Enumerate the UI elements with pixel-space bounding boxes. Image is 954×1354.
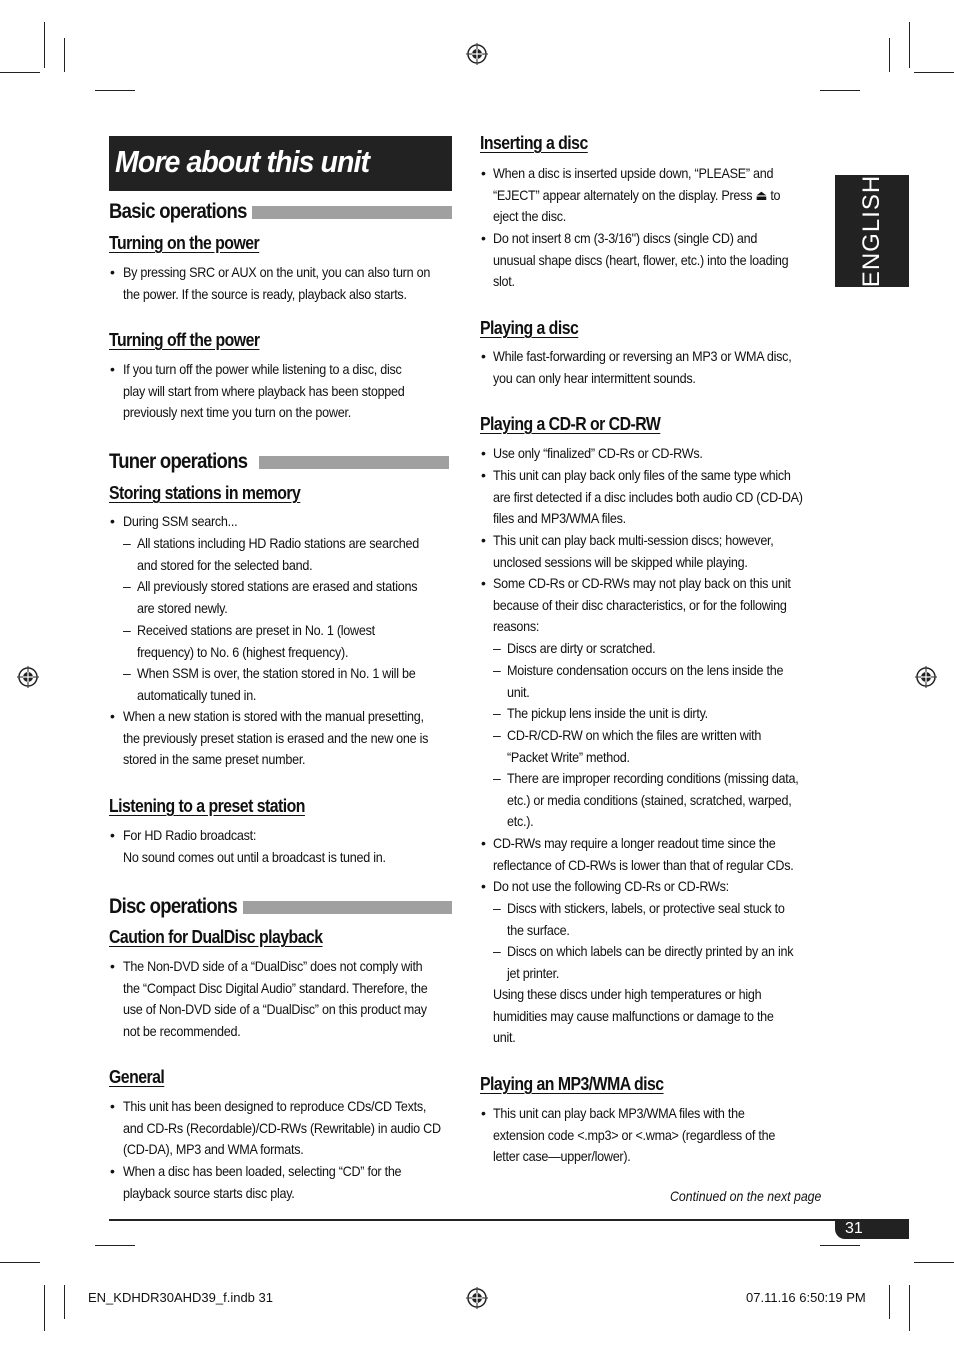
dash: –	[493, 770, 501, 786]
continued-note: Continued on the next page	[670, 1188, 822, 1204]
paragraph: When a new station is stored with the manual presetting, the previously preset station is erased and the new one is stored in the same preset number.	[123, 708, 429, 768]
page-number: 31	[845, 1220, 863, 1237]
crop-mark	[44, 22, 45, 68]
paragraph: All previously stored stations are erased and stations are stored newly.	[137, 578, 418, 616]
bullet: •	[481, 1105, 486, 1121]
crop-mark	[44, 1285, 45, 1331]
subheading-storing: Storing stations in memory	[109, 483, 301, 503]
language-tab	[835, 175, 909, 287]
paragraph: When a disc has been loaded, selecting “CD” for the playback source starts disc play.	[123, 1163, 402, 1201]
paragraph: All stations including HD Radio stations are searched and stored for the selected band.	[137, 535, 419, 573]
dash: –	[493, 662, 501, 678]
footer-timestamp: 07.11.16 6:50:19 PM	[746, 1290, 866, 1305]
bullet: •	[481, 467, 486, 483]
dash: –	[123, 535, 131, 551]
heading-bar	[252, 206, 452, 219]
section-heading-basic: Basic operations	[109, 199, 452, 225]
crop-mark	[820, 1245, 860, 1246]
bullet: •	[110, 1163, 115, 1179]
section-heading-tuner: Tuner operations	[109, 449, 452, 475]
paragraph: Some CD-Rs or CD-RWs may not play back on this unit because of their disc characteristics, or for the following reasons:	[493, 575, 791, 635]
crop-mark	[914, 72, 954, 73]
subheading-listening: Listening to a preset station	[109, 796, 305, 816]
paragraph: CD-RWs may require a longer readout time since the reflectance of CD-RWs is lower than that of regular CDs.	[493, 835, 794, 873]
subheading-turning-on: Turning on the power	[109, 233, 260, 253]
paragraph: Using these discs under high temperatures or high humidities may cause malfunctions or damage to the unit.	[493, 986, 774, 1046]
subheading-turning-off: Turning off the power	[109, 330, 260, 350]
bullet: •	[481, 532, 486, 548]
dash: –	[493, 727, 501, 743]
paragraph: Do not insert 8 cm (3-3/16") discs (single CD) and unusual shape discs (heart, flower, etc.) into the loading slot.	[493, 230, 789, 290]
paragraph: Discs on which labels can be directly printed by an ink jet printer.	[507, 943, 794, 981]
registration-mark-icon	[17, 666, 39, 688]
crop-mark	[95, 90, 135, 91]
section-heading-disc: Disc operations	[109, 894, 452, 920]
language-tab-label: ENGLISH	[858, 174, 885, 288]
paragraph: Do not use the following CD-Rs or CD-RWs:	[493, 878, 729, 894]
paragraph: This unit can play back MP3/WMA files with the extension code <.mp3> or <.wma> (regardless of the letter case—upper/lower).	[493, 1105, 776, 1165]
bullet: •	[481, 445, 486, 461]
registration-mark-icon	[466, 43, 488, 65]
paragraph: By pressing SRC or AUX on the unit, you can also turn on the power. If the source is ready, playback also starts.	[123, 264, 431, 302]
page-number-box	[835, 1219, 909, 1239]
bullet: •	[481, 348, 486, 364]
bullet: •	[481, 835, 486, 851]
paragraph: This unit can play back only files of the same type which are first detected if a disc includes both audio CD (CD-DA) files and MP3/WMA files.	[493, 467, 803, 527]
bullet: •	[481, 230, 486, 246]
dash: –	[493, 640, 501, 656]
bullet: •	[110, 827, 115, 843]
paragraph: The pickup lens inside the unit is dirty.	[507, 705, 708, 721]
paragraph: Discs are dirty or scratched.	[507, 640, 656, 656]
paragraph: During SSM search...	[123, 513, 238, 529]
page-title-box	[109, 136, 452, 191]
bullet: •	[481, 878, 486, 894]
dash: –	[493, 900, 501, 916]
paragraph: Moisture condensation occurs on the lens inside the unit.	[507, 662, 784, 700]
bullet: •	[481, 165, 486, 181]
crop-mark	[95, 1245, 135, 1246]
bullet: •	[110, 708, 115, 724]
bullet: •	[110, 361, 115, 377]
paragraph: If you turn off the power while listening to a disc, disc play will start from where playback has been stopped previously next time you turn on the power.	[123, 361, 405, 421]
subheading-general: General	[109, 1067, 165, 1087]
crop-mark	[64, 38, 65, 72]
crop-mark	[889, 1285, 890, 1319]
paragraph: When SSM is over, the station stored in No. 1 will be automatically tuned in.	[137, 665, 416, 703]
crop-mark	[820, 90, 860, 91]
crop-mark	[909, 1285, 910, 1331]
registration-mark-icon	[915, 666, 937, 688]
paragraph: While fast-forwarding or reversing an MP3 or WMA disc, you can only hear intermittent sounds.	[493, 348, 792, 386]
bullet: •	[110, 264, 115, 280]
bottom-rule	[109, 1219, 909, 1221]
paragraph: Received stations are preset in No. 1 (lowest frequency) to No. 6 (highest frequency).	[137, 622, 375, 660]
heading-bar	[259, 456, 449, 469]
dash: –	[493, 943, 501, 959]
dash: –	[123, 622, 131, 638]
paragraph: This unit can play back multi-session discs; however, unclosed sessions will be skipped while playing.	[493, 532, 774, 570]
heading-bar	[243, 901, 452, 914]
paragraph: CD-R/CD-RW on which the files are written with “Packet Write” method.	[507, 727, 762, 765]
dash: –	[123, 578, 131, 594]
subheading-caution: Caution for DualDisc playback	[109, 927, 323, 947]
paragraph: When a disc is inserted upside down, “PLEASE” and “EJECT” appear alternately on the display. Press ⏏ to eject the disc.	[493, 165, 781, 225]
crop-mark	[914, 1262, 954, 1263]
footer-file: EN_KDHDR30AHD39_f.indb 31	[88, 1290, 273, 1305]
crop-mark	[64, 1285, 65, 1319]
dash: –	[493, 705, 501, 721]
crop-mark	[0, 72, 40, 73]
subheading-playing: Playing a disc	[480, 318, 579, 338]
registration-mark-icon	[466, 1287, 488, 1309]
crop-mark	[909, 22, 910, 68]
bullet: •	[481, 575, 486, 591]
subheading-mp3: Playing an MP3/WMA disc	[480, 1074, 664, 1094]
paragraph: Discs with stickers, labels, or protective seal stuck to the surface.	[507, 900, 785, 938]
bullet: •	[110, 513, 115, 529]
paragraph: Use only “finalized” CD-Rs or CD-RWs.	[493, 445, 703, 461]
subheading-cdr: Playing a CD-R or CD-RW	[480, 414, 661, 434]
crop-mark	[0, 1262, 40, 1263]
dash: –	[123, 665, 131, 681]
page-title: More about this unit	[115, 144, 370, 179]
paragraph: For HD Radio broadcast: No sound comes out until a broadcast is tuned in.	[123, 827, 386, 865]
crop-mark	[889, 38, 890, 72]
subheading-inserting: Inserting a disc	[480, 133, 588, 153]
paragraph: The Non-DVD side of a “DualDisc” does not comply with the “Compact Disc Digital Audio” standard. Therefore, the use of Non-DVD side of a “DualDisc” on this product may not be recommended.	[123, 958, 428, 1039]
bullet: •	[110, 1098, 115, 1114]
bullet: •	[110, 958, 115, 974]
paragraph: There are improper recording conditions (missing data, etc.) or media conditions (stained, scratched, warped, etc.).	[507, 770, 799, 830]
paragraph: This unit has been designed to reproduce CDs/CD Texts, and CD-Rs (Recordable)/CD-RWs (Rewritable) in audio CD (CD-DA), MP3 and WMA formats.	[123, 1098, 441, 1158]
